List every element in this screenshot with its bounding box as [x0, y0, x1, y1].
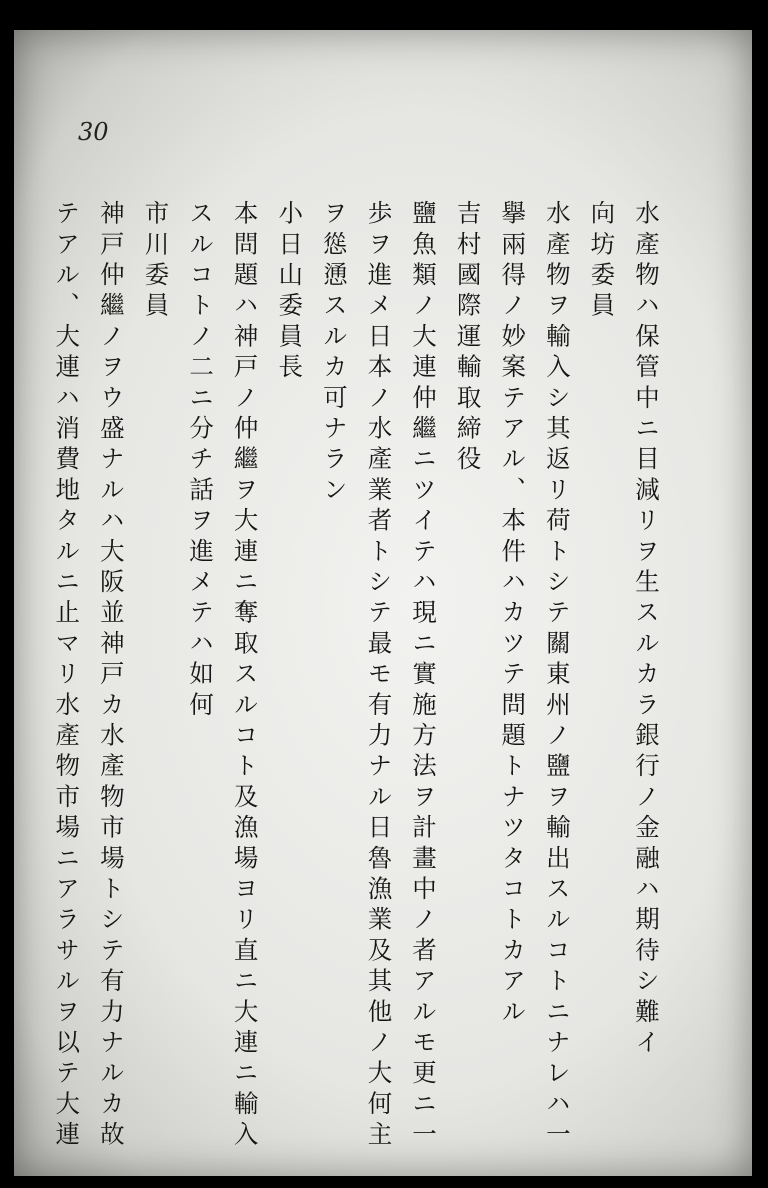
text-line-13: 神戸仲繼ノヲウ盛ナルハ大阪並神戸カ水產物市場トシテ有力ナルカ故 [96, 200, 126, 1152]
text-line-10: 本問題ハ神戸ノ仲繼ヲ大連ニ奪取スルコト及漁場ヨリ直ニ大連ニ輸入 [230, 200, 260, 1152]
text-line-7: 歩ヲ進メ日本ノ水產業者トシテ最モ有力ナル日魯漁業及其他ノ大何主 [364, 200, 394, 1152]
text-line-2: 向坊委員 [587, 200, 617, 323]
text-line-12: 市川委員 [141, 200, 171, 323]
text-line-11: スルコトノ二ニ分チ話ヲ進メテハ如何 [186, 200, 216, 722]
text-line-14: テアル、大連ハ消費地タルニ止マリ水產物市場ニアラサルヲ以テ大連 [52, 200, 82, 1152]
page-number: 30 [78, 118, 109, 146]
text-line-8: ヲ慫慂スルカ可ナラン [319, 200, 349, 507]
vertical-text-block [44, 200, 668, 1152]
text-line-5: 吉村國際運輸取締役 [453, 200, 483, 477]
text-line-9: 小日山委員長 [275, 200, 305, 385]
text-line-1: 水產物ハ保管中ニ目減リヲ生スルカラ銀行ノ金融ハ期待シ難イ [632, 200, 661, 1060]
text-line-3: 水產物ヲ輸入シ其返リ荷トシテ關東州ノ鹽ヲ輸出スルコトニナレハ一 [542, 200, 572, 1152]
text-line-6: 鹽魚類ノ大連仲繼ニツイテハ現ニ實施方法ヲ計畫中ノ者アルモ更ニ一 [409, 200, 439, 1152]
text-line-4: 擧兩得ノ妙案テアル、本件ハカツテ問題トナツタコトカアル [498, 200, 528, 1029]
